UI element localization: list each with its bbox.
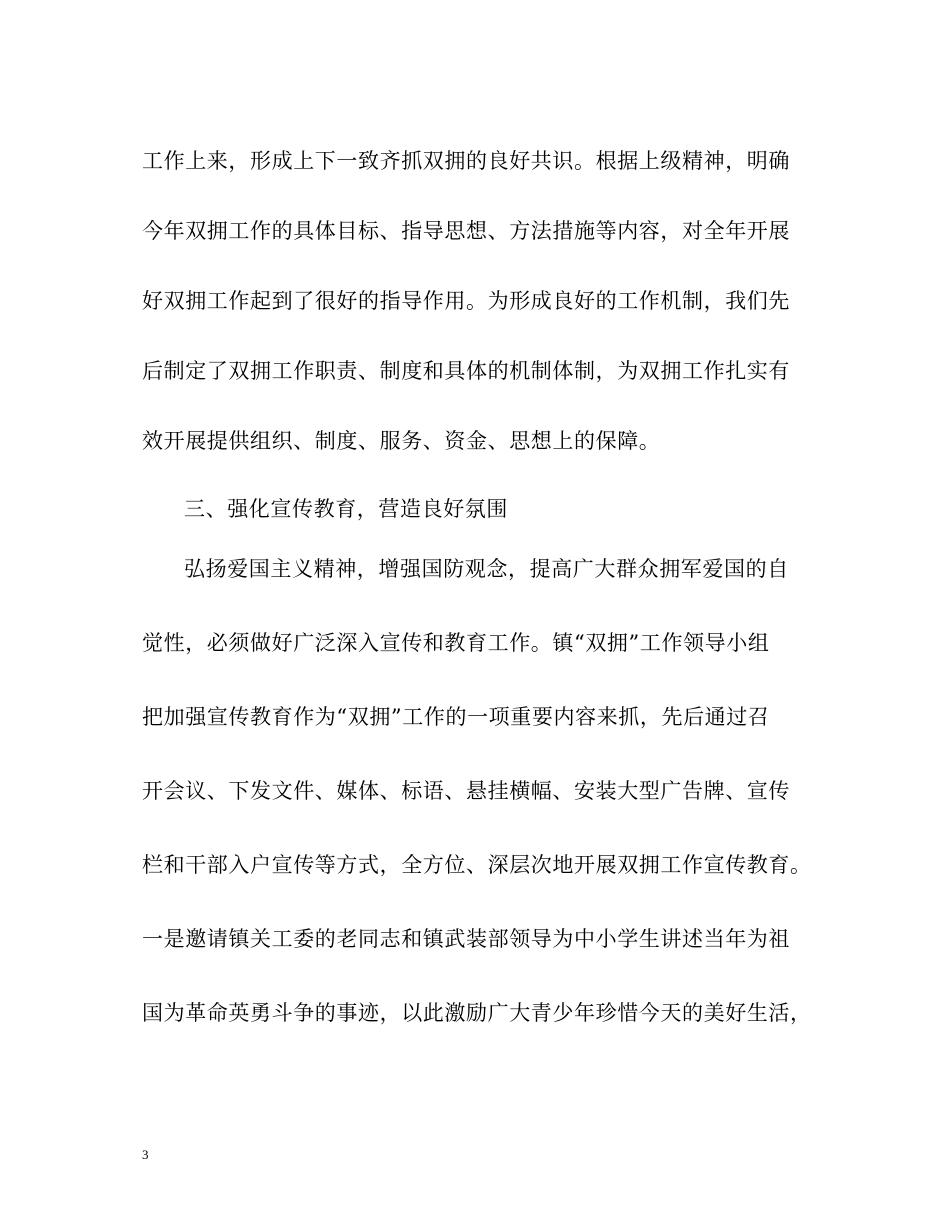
page-number: 3: [142, 1147, 149, 1162]
section-heading: 三、强化宣传教育，营造良好氛围: [184, 497, 508, 521]
body-text-line: 弘扬爱国主义精神，增强国防观念，提高广大群众拥军爱国的自: [184, 557, 789, 581]
body-text-line: 国为革命英勇斗争的事迹，以此激励广大青少年珍惜今天的美好生活，: [142, 1001, 812, 1025]
body-text-line: 好双拥工作起到了很好的指导作用。为形成良好的工作机制，我们先: [142, 289, 790, 313]
body-text-line: 今年双拥工作的具体目标、指导思想、方法措施等内容，对全年开展: [142, 219, 790, 243]
body-text-line: 工作上来，形成上下一致齐抓双拥的良好共识。根据上级精神，明确: [142, 149, 790, 173]
body-text-line: 后制定了双拥工作职责、制度和具体的机制体制，为双拥工作扎实有: [142, 359, 790, 383]
body-text-line: 把加强宣传教育作为“双拥”工作的一项重要内容来抓，先后通过召: [142, 705, 770, 729]
body-text-line: 效开展提供组织、制度、服务、资金、思想上的保障。: [142, 429, 661, 453]
body-text-line: 开会议、下发文件、媒体、标语、悬挂横幅、安装大型广告牌、宣传: [142, 779, 790, 803]
body-text-line: 一是邀请镇关工委的老同志和镇武装部领导为中小学生讲述当年为祖: [142, 927, 790, 951]
body-text-line: 栏和干部入户宣传等方式，全方位、深层次地开展双拥工作宣传教育。: [142, 853, 812, 877]
body-text-line: 觉性，必须做好广泛深入宣传和教育工作。镇“双拥”工作领导小组: [142, 631, 770, 655]
